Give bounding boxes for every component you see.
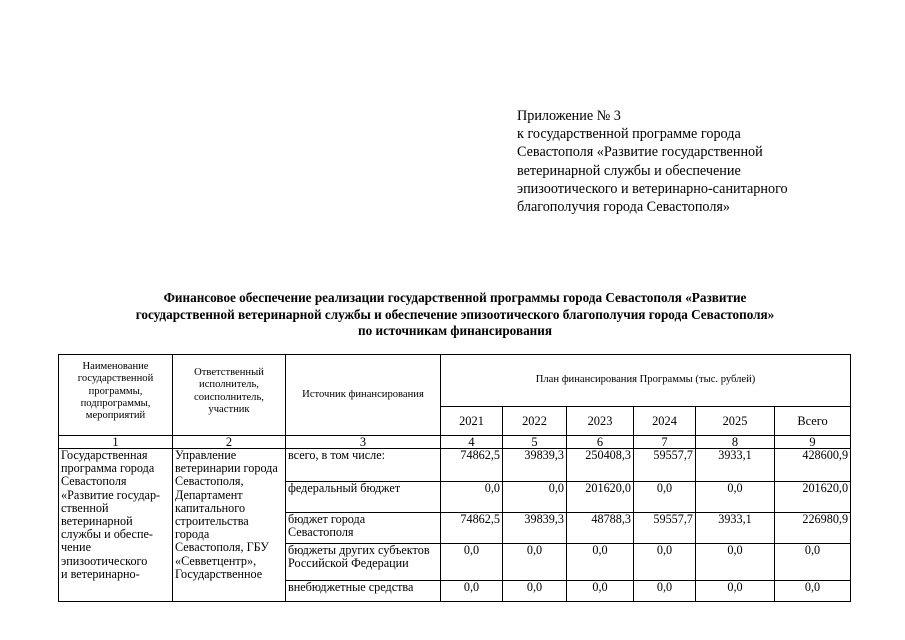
column-number: 3 [286,436,441,449]
value-cell: 0,0 [634,544,696,581]
column-number: 1 [59,436,173,449]
title-line: Финансовое обеспечение реализации государственной программы города Севастополя «Развитие [163,290,747,305]
appendix-line: эпизоотического и ветеринарно-санитарного [517,180,788,197]
column-number: 6 [567,436,634,449]
header-name: Наименование государственной программы, подпрограммы, мероприятий [59,355,173,436]
header-responsible: Ответственный исполнитель, соисполнитель, участник [173,355,286,436]
header-plan: План финансирования Программы (тыс. рублей) [441,355,851,407]
value-cell: 0,0 [634,482,696,513]
header-year: 2025 [696,407,775,436]
header-year: 2023 [567,407,634,436]
column-number: 5 [503,436,567,449]
value-cell: 0,0 [696,482,775,513]
header-year: 2024 [634,407,696,436]
value-cell: 0,0 [441,581,503,602]
financing-table [58,354,851,602]
column-number: 9 [775,436,851,449]
header-row [59,355,851,407]
source-cell: бюджет города Севастополя [286,513,441,544]
document-title [40,290,870,340]
value-cell: 0,0 [503,482,567,513]
value-cell: 74862,5 [441,513,503,544]
value-cell: 0,0 [503,581,567,602]
value-cell: 201620,0 [567,482,634,513]
column-number: 2 [173,436,286,449]
value-cell: 0,0 [696,581,775,602]
header-total: Всего [775,407,851,436]
value-cell: 74862,5 [441,449,503,482]
appendix-line: ветеринарной службы и обеспечение [517,162,741,179]
program-name-cell: Государственная программа города Севастополя «Развитие государ- ственной ветеринарной службы и обеспе- чение эпизоотического и ветеринарно- [59,449,173,602]
appendix-line: Приложение № 3 [517,108,621,124]
source-cell: всего, в том числе: [286,449,441,482]
value-cell: 226980,9 [775,513,851,544]
header-year: 2021 [441,407,503,436]
responsible-cell: Управление ветеринарии города Севастополя, Департамент капитального строительства города Севастополя, ГБУ «Севветцентр», Государственное [173,449,286,602]
appendix-line: благополучия города Севастополя» [517,199,731,216]
value-cell: 48788,3 [567,513,634,544]
title-line: по источникам финансирования [357,323,552,339]
value-cell: 39839,3 [503,449,567,482]
value-cell: 59557,7 [634,449,696,482]
value-cell: 0,0 [567,581,634,602]
value-cell: 3933,1 [696,449,775,482]
column-number: 8 [696,436,775,449]
value-cell: 0,0 [775,581,851,602]
appendix-line: Севастополя «Развитие государственной [517,144,763,161]
column-number: 7 [634,436,696,449]
value-cell: 0,0 [567,544,634,581]
value-cell: 0,0 [441,544,503,581]
source-cell: внебюджетные средства [286,581,441,602]
title-line: государственной ветеринарной службы и обеспечение эпизоотического благополучия города Севастополя» [135,306,775,322]
source-cell: федеральный бюджет [286,482,441,513]
column-number: 4 [441,436,503,449]
value-cell: 0,0 [775,544,851,581]
value-cell: 428600,9 [775,449,851,482]
table-row [59,449,851,482]
source-cell: бюджеты других субъектов Российской Федерации [286,544,441,581]
value-cell: 0,0 [696,544,775,581]
value-cell: 39839,3 [503,513,567,544]
header-source: Источник финансирования [286,355,441,436]
value-cell: 201620,0 [775,482,851,513]
header-year: 2022 [503,407,567,436]
column-numbers-row [59,436,851,449]
value-cell: 59557,7 [634,513,696,544]
value-cell: 3933,1 [696,513,775,544]
value-cell: 0,0 [503,544,567,581]
value-cell: 250408,3 [567,449,634,482]
value-cell: 0,0 [441,482,503,513]
appendix-line: к государственной программе города [517,126,741,143]
appendix-block [517,107,788,216]
value-cell: 0,0 [634,581,696,602]
